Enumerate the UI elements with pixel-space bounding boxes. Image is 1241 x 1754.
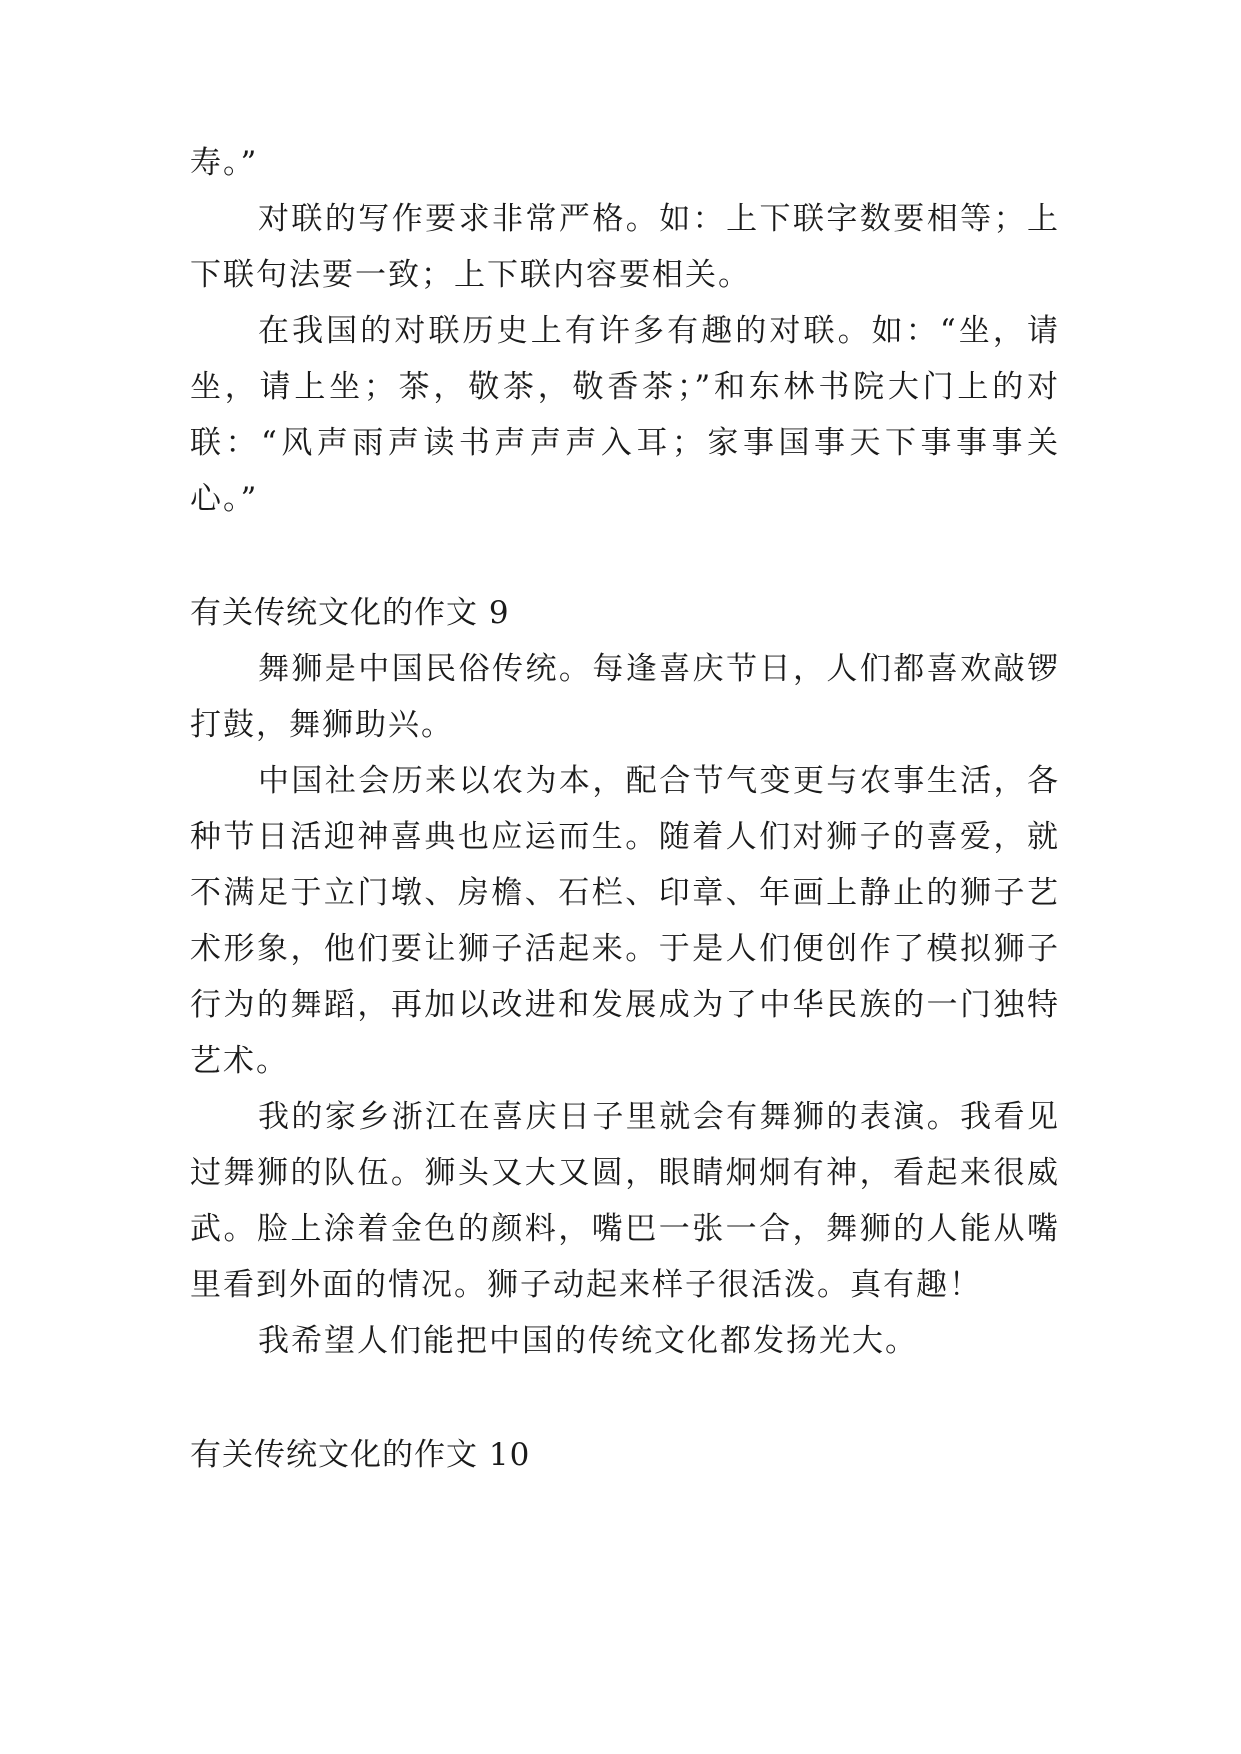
text-line: 对联的写作要求非常严格。如：上下联字数要相等；上 — [258, 201, 1060, 237]
text-line: 在我国的对联历史上有许多有趣的对联。如：“坐，请 — [258, 313, 1060, 349]
text-line: 舞狮是中国民俗传统。每逢喜庆节日，人们都喜欢敲锣 — [258, 651, 1060, 687]
text-line: 下联句法要一致；上下联内容要相关。 — [190, 257, 751, 293]
text-line: 艺术。 — [190, 1043, 289, 1079]
text-line: 我希望人们能把中国的传统文化都发扬光大。 — [258, 1323, 918, 1359]
text-line: 寿。” — [190, 145, 259, 181]
text-line: 打鼓，舞狮助兴。 — [190, 707, 454, 743]
text-line: 坐，请上坐；茶，敬茶，敬香茶；”和东林书院大门上的对 — [190, 369, 1060, 405]
section-heading: 有关传统文化的作文 9 — [190, 595, 510, 631]
text-line: 我的家乡浙江在喜庆日子里就会有舞狮的表演。我看见 — [258, 1099, 1060, 1135]
text-line: 心。” — [190, 481, 259, 517]
section-heading: 有关传统文化的作文 10 — [190, 1437, 531, 1473]
text-line: 不满足于立门墩、房檐、石栏、印章、年画上静止的狮子艺 — [190, 875, 1060, 911]
text-line: 武。脸上涂着金色的颜料，嘴巴一张一合，舞狮的人能从嘴 — [190, 1211, 1060, 1247]
text-line: 种节日活迎神喜典也应运而生。随着人们对狮子的喜爱，就 — [190, 819, 1060, 855]
text-line: 中国社会历来以农为本，配合节气变更与农事生活，各 — [258, 763, 1060, 799]
text-line: 联：“风声雨声读书声声声入耳；家事国事天下事事事关 — [190, 425, 1060, 461]
text-line: 行为的舞蹈，再加以改进和发展成为了中华民族的一门独特 — [190, 987, 1060, 1023]
text-line: 术形象，他们要让狮子活起来。于是人们便创作了模拟狮子 — [190, 931, 1060, 967]
text-line: 里看到外面的情况。狮子动起来样子很活泼。真有趣！ — [190, 1267, 982, 1303]
text-line: 过舞狮的队伍。狮头又大又圆，眼睛炯炯有神，看起来很威 — [190, 1155, 1060, 1191]
